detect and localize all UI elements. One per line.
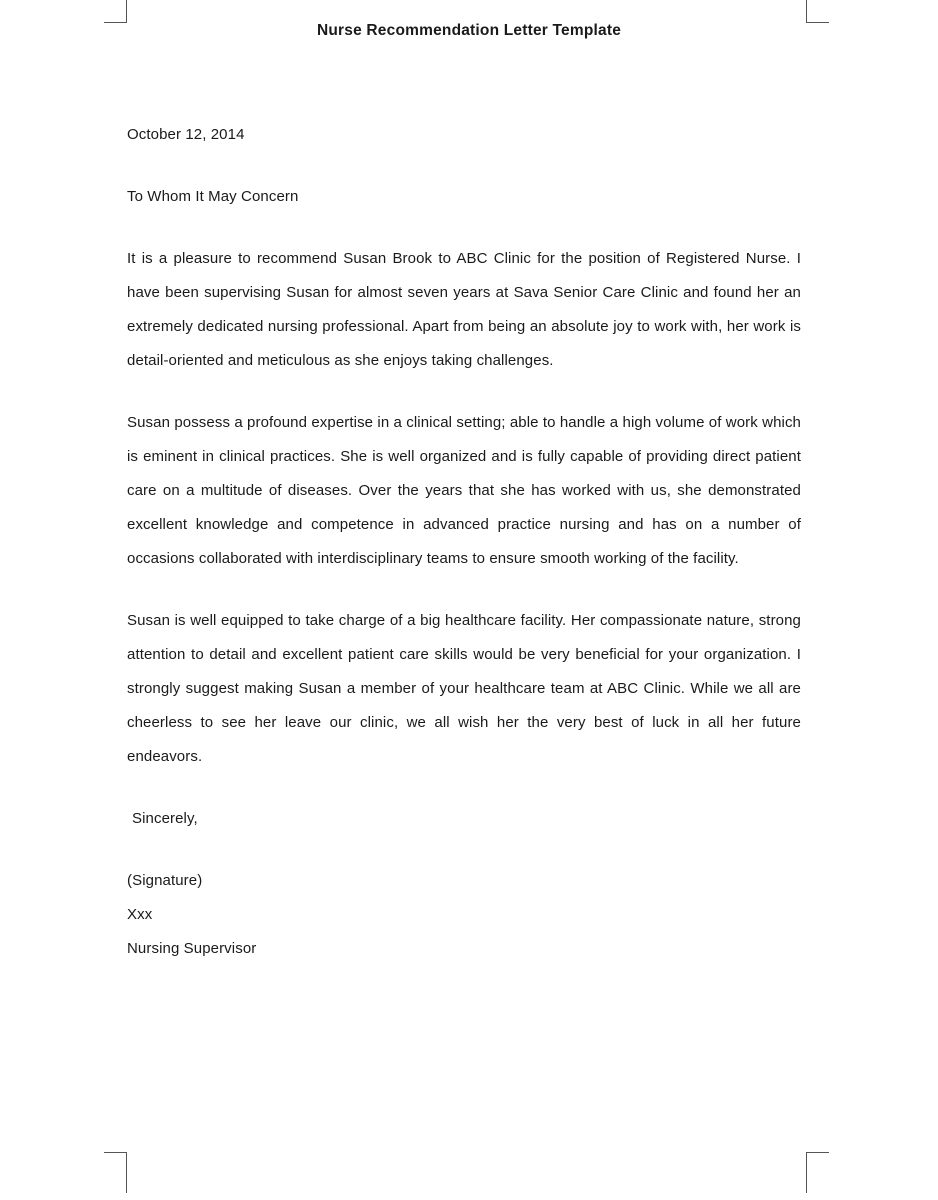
- document-title: Nurse Recommendation Letter Template: [316, 22, 622, 39]
- letter-closing: Sincerely,: [132, 810, 198, 827]
- letter-date: October 12, 2014: [127, 126, 245, 143]
- letter-paragraph-1: It is a pleasure to recommend Susan Brook to ABC Clinic for the position of Registered Nurse. I have been supervising Susan for almost seven years at Sava Senior Care Clinic and found her an extremely dedicated nursing professional. Apart from being an absolute joy to work with, her work is detail-oriented and meticulous as she enjoys taking challenges.: [127, 250, 801, 369]
- letter-signer-title: Nursing Supervisor: [127, 940, 257, 957]
- crop-mark-top-right: [806, 0, 829, 23]
- letter-signature: (Signature): [127, 872, 203, 889]
- letter-salutation: To Whom It May Concern: [127, 188, 299, 205]
- crop-mark-bottom-left: [104, 1152, 127, 1193]
- crop-mark-top-left: [104, 0, 127, 23]
- letter-body: [127, 118, 801, 966]
- letter-signer-name: Xxx: [127, 906, 153, 923]
- crop-mark-bottom-right: [806, 1152, 829, 1193]
- letter-paragraph-3: Susan is well equipped to take charge of a big healthcare facility. Her compassionate nature, strong attention to detail and excellent patient care skills would be very beneficial for your organization. I strongly suggest making Susan a member of your healthcare team at ABC Clinic. While we all are cheerless to see her leave our clinic, we all wish her the very best of luck in all her future endeavors.: [127, 612, 801, 765]
- letter-paragraph-2: Susan possess a profound expertise in a clinical setting; able to handle a high volume of work which is eminent in clinical practices. She is well organized and is fully capable of providing direct patient care on a multitude of diseases. Over the years that she has worked with us, she demonstrated excellent knowledge and competence in advanced practice nursing and has on a number of occasions collaborated with interdisciplinary teams to ensure smooth working of the facility.: [127, 414, 801, 567]
